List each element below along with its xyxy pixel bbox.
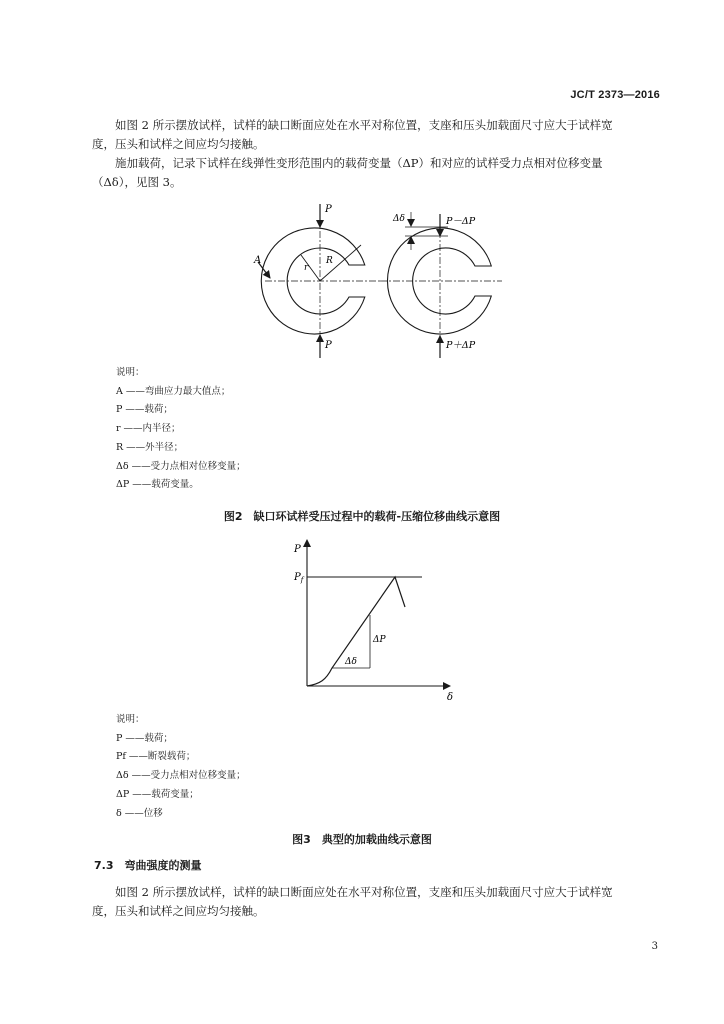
delta-delta-label: Δδ — [345, 657, 357, 667]
fracture-load-label-main: P — [294, 572, 301, 583]
figure-3-legend-item: ΔP ——载荷变量； — [116, 788, 199, 800]
figure-2-legend — [116, 364, 246, 495]
load-curve — [307, 577, 405, 686]
figure-3-legend-title: 说明： — [116, 714, 145, 725]
section-paragraph-line-1: 如图 2 所示摆放试样，试样的缺口断面应处在水平对称位置，支座和压头加载面尺寸应大于试样宽 — [115, 885, 613, 899]
inner-radius-label: r — [304, 263, 309, 273]
figure-3-legend-item: Δδ ——受力点相对位移变量； — [116, 770, 246, 782]
y-axis-label: P — [294, 544, 301, 555]
intro-paragraph-2-line-2: （Δδ），见图 3。 — [92, 175, 182, 189]
figure-2-legend-item: Δδ ——受力点相对位移变量； — [116, 460, 246, 472]
left-top-load-label: P — [325, 204, 332, 215]
intro-paragraph-1-line-2: 度，压头和试样之间应均匀接触。 — [92, 137, 265, 151]
figure-2-legend-item: P ——载荷； — [116, 404, 173, 416]
point-a-label: A — [254, 255, 262, 266]
figure-3-legend-item: P ——载荷； — [116, 732, 173, 744]
fracture-load-label-sub: f — [300, 576, 304, 584]
figure-3-legend-item: Pf ——断裂载荷； — [116, 751, 196, 763]
figure-3-legend-item: δ ——位移 — [116, 807, 163, 819]
figure-2-legend-item: ΔP ——载荷变量。 — [116, 479, 199, 491]
figure-3-caption: 图3 典型的加载曲线示意图 — [292, 833, 432, 846]
intro-paragraph-1-line-1: 如图 2 所示摆放试样，试样的缺口断面应处在水平对称位置，支座和压头加载面尺寸应大于试样宽 — [115, 118, 613, 132]
intro-paragraph-1 — [92, 116, 667, 154]
right-top-load-label: P－ΔP — [446, 216, 476, 227]
delta-delta-label: Δδ — [393, 214, 405, 224]
figure-3-legend — [116, 711, 246, 823]
section-paragraph-line-2: 度，压头和试样之间应均匀接触。 — [92, 904, 265, 918]
standard-number: JC/T 2373—2016 — [570, 89, 660, 101]
page-number: 3 — [651, 941, 658, 952]
figure-2-diagram — [240, 196, 510, 366]
figure-2-caption: 图2 缺口环试样受压过程中的载荷-压缩位移曲线示意图 — [223, 510, 501, 523]
intro-paragraph-2 — [92, 154, 667, 192]
figure-2-legend-item: A ——弯曲应力最大值点； — [116, 385, 231, 397]
right-bottom-load-label: P＋ΔP — [446, 340, 476, 351]
outer-radius-label: R — [326, 256, 333, 266]
figure-2-legend-title: 说明： — [116, 367, 145, 378]
fracture-load-label — [293, 572, 305, 584]
x-axis-label: δ — [447, 692, 454, 703]
section-paragraph — [92, 883, 667, 921]
section-heading: 7.3 弯曲强度的测量 — [94, 859, 202, 872]
figure-2-legend-item: R ——外半径； — [116, 441, 184, 453]
figure-3-diagram — [282, 534, 462, 704]
delta-p-label: ΔP — [373, 635, 386, 645]
left-bottom-load-label: P — [325, 340, 332, 351]
intro-paragraph-2-line-1: 施加载荷，记录下试样在线弹性变形范围内的载荷变量（ΔP）和对应的试样受力点相对位移变量 — [115, 156, 603, 170]
figure-2-legend-item: r ——内半径； — [116, 423, 181, 435]
